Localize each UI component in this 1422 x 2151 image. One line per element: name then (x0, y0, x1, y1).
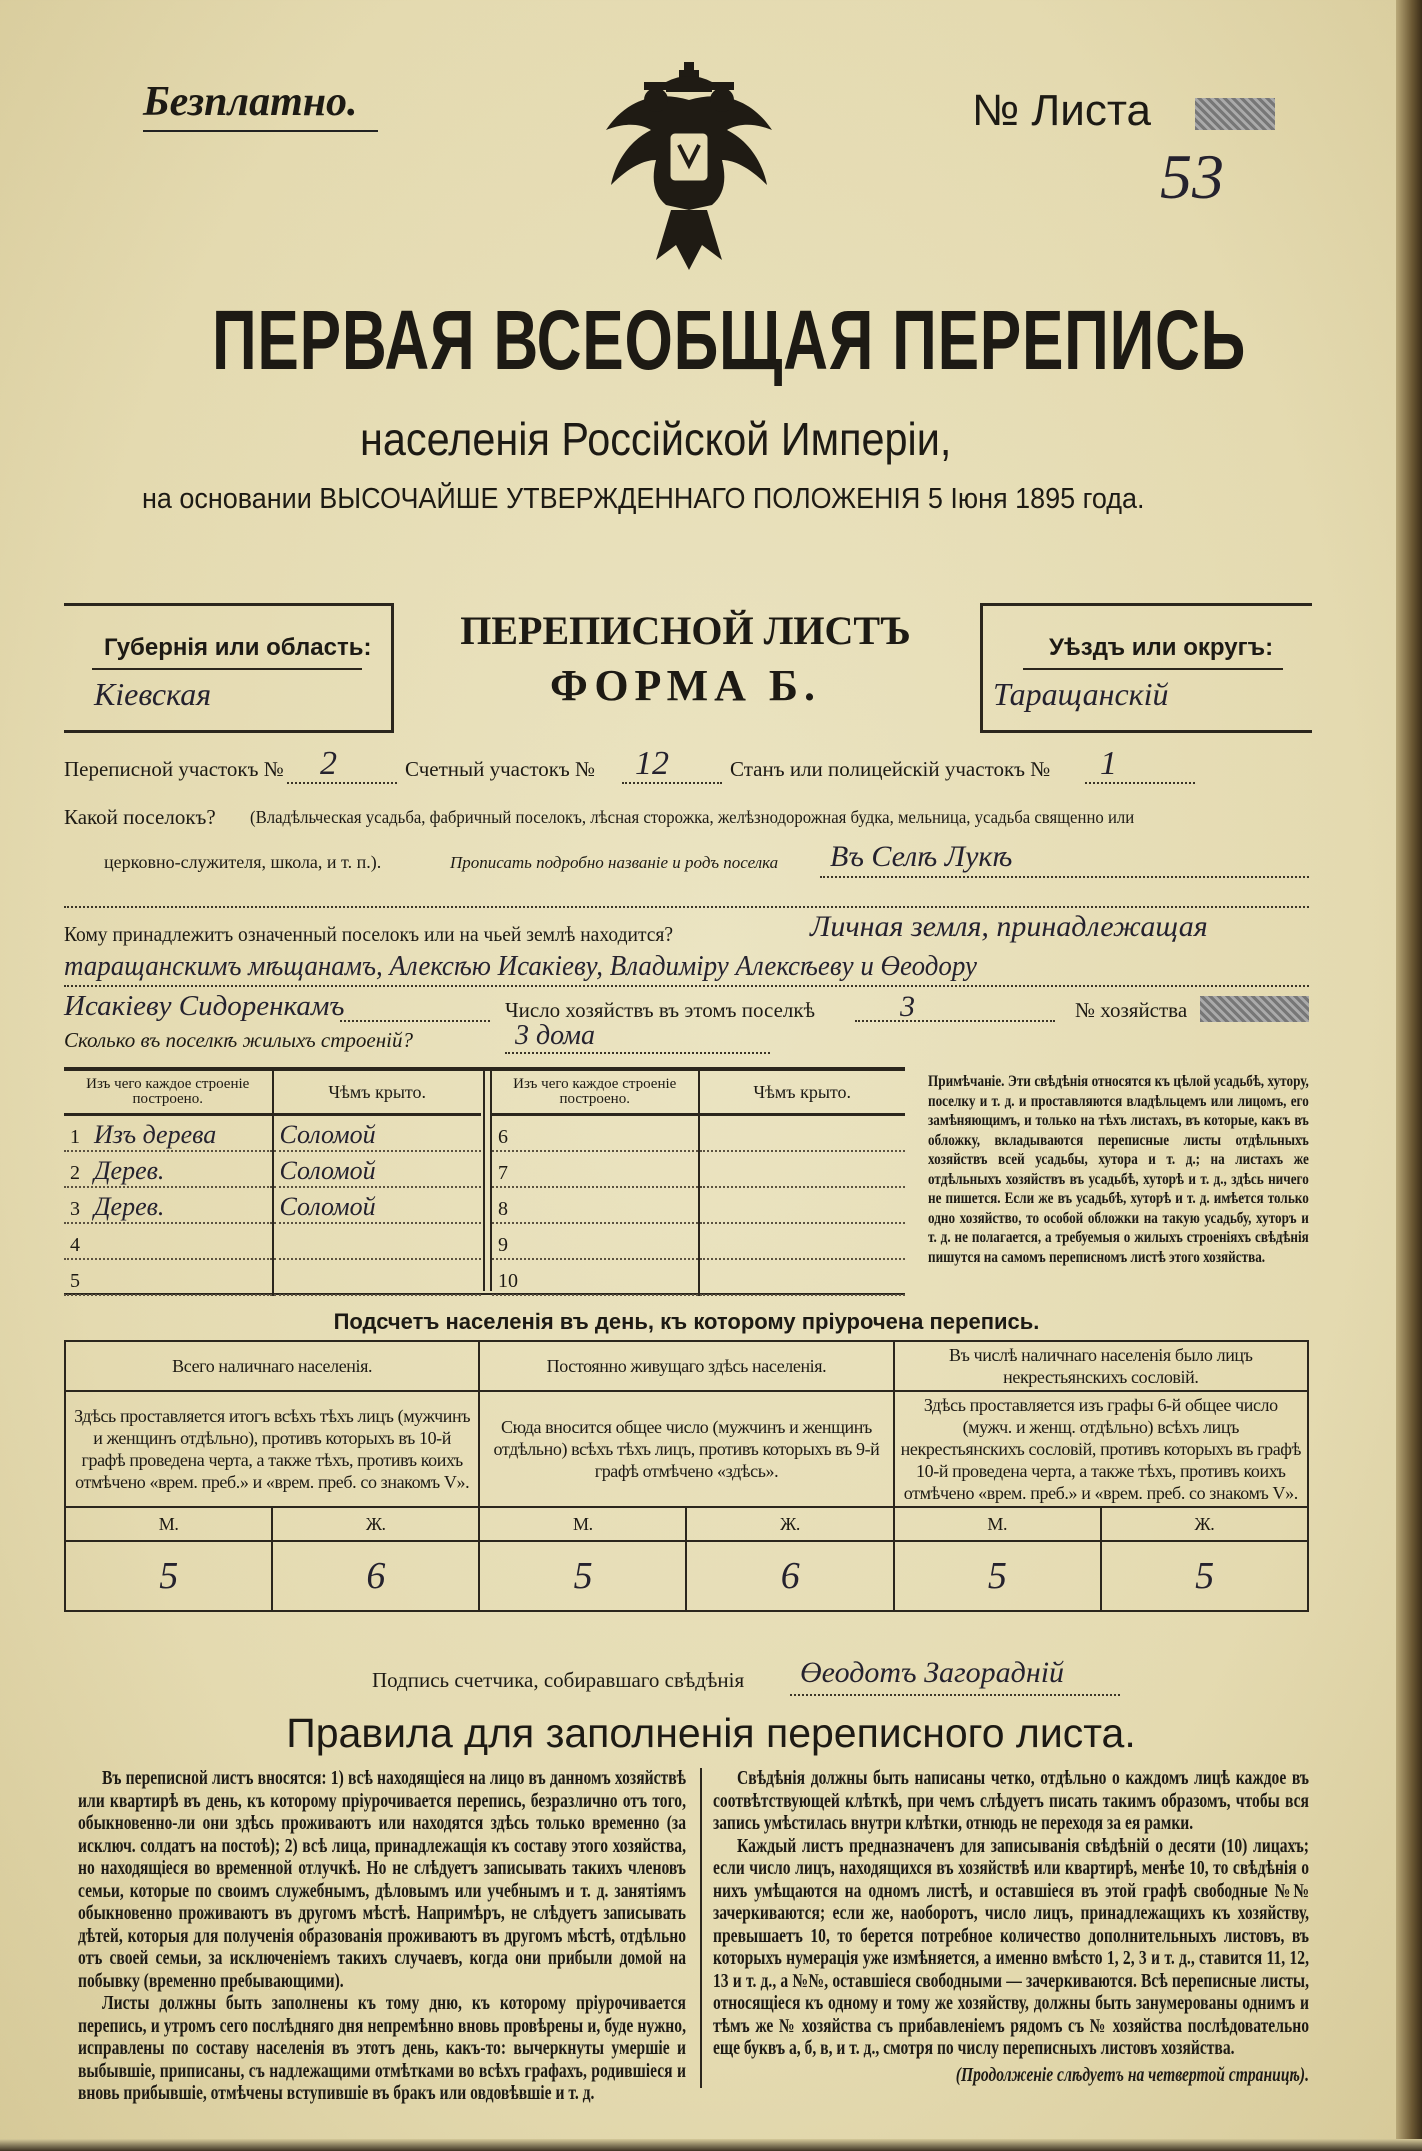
male-label: М. (894, 1507, 1101, 1541)
building-row (492, 1259, 905, 1295)
buildings-subtable (492, 1071, 905, 1296)
building-material-cell[interactable] (492, 1187, 699, 1223)
settlement-instruction: Прописать подробно названіе и родъ поселка (450, 853, 779, 872)
building-row-number: 8 (498, 1198, 508, 1220)
building-roof-cell[interactable] (699, 1151, 906, 1187)
rules-continued-note: (Продолженіе слѣдуетъ на четвертой страницѣ). (955, 2064, 1309, 2086)
building-row (492, 1115, 905, 1152)
building-row (64, 1115, 481, 1152)
page-title: ПЕРВАЯ ВСЕОБЩАЯ ПЕРЕПИСЬ (212, 293, 1247, 387)
settlement-value[interactable]: Въ Селѣ Лукѣ (830, 840, 1013, 873)
redacted-sheet-number (1195, 98, 1275, 130)
settlement-hint-2: церковно-служителя, школа, и т. п.). (104, 852, 382, 872)
building-material-cell[interactable] (492, 1223, 699, 1259)
double-headed-eagle-emblem (596, 60, 782, 275)
building-row-number: 6 (498, 1126, 508, 1148)
building-row-number: 2 (70, 1162, 80, 1184)
building-roof-cell[interactable] (699, 1223, 906, 1259)
settlement-hint-1: (Владѣльческая усадьба, фабричный поселокъ, лѣсная сторожка, желѣзнодорожная будка, мельница, усадьба священно или (250, 807, 1135, 827)
rules-paragraph: Листы должны быть заполнены къ тому дню, къ которому пріурочивается перепись, и утромъ сего послѣдняго дня непремѣнно вновь провѣрены и, буде нужно, исправлены по составу населенія въ этотъ день, какъ-то: вычеркнуты умершіе и выбывшіе, приписаны, съ надлежащими отмѣтками во всѣхъ графахъ, родившіеся и вновь прибывшіе, отмѣчены вступившіе въ бракъ или овдовѣвшіе и т. д. (78, 1993, 686, 2104)
police-area-label: Станъ или полицейскій участокъ № (730, 757, 1051, 781)
count-area-value[interactable]: 12 (635, 745, 669, 782)
female-label: Ж. (1101, 1507, 1308, 1541)
building-row-number: 3 (70, 1198, 80, 1220)
owner-value-line-3[interactable]: Исакіеву Сидоренкамъ (64, 990, 345, 1022)
building-roof-cell[interactable] (699, 1259, 906, 1295)
paper-bottom-edge (0, 2139, 1422, 2151)
census-area-label: Переписной участокъ № (64, 757, 284, 781)
count-col-desc: Сюда вносится общее число (мужчинъ и женщинъ отдѣльно) всѣхъ тѣхъ лицъ, противъ которыхъ въ 9-й графѣ отмѣчено «здѣсь». (479, 1391, 893, 1507)
building-row-number: 1 (70, 1126, 80, 1148)
dwellings-label: Сколько въ поселкѣ жилыхъ строеній? (64, 1028, 413, 1052)
count-col-desc: Здѣсь проставляется итогъ всѣхъ тѣхъ лицъ (мужчинъ и женщинъ отдѣльно), противъ которыхъ въ 10-й графѣ проведена черта, а также тѣхъ, противъ коихъ отмѣчено «врем. преб.» и «врем. преб. со знакомъ V». (65, 1391, 479, 1507)
census-area-value[interactable]: 2 (320, 745, 337, 782)
owner-value-line-1[interactable]: Личная земля, принадлежащая (810, 910, 1208, 943)
non-peasant-female-count[interactable]: 5 (1101, 1541, 1308, 1611)
male-label: М. (479, 1507, 686, 1541)
buildings-note: Примѣчаніе. Эти свѣдѣнія относятся къ цѣлой усадьбѣ, хутору, поселку и т. д. и проставляются владѣльцемъ или лицомъ, его замѣняющимъ, и только на тѣхъ листахъ, въ которые, какъ въ обложку, вкладываются переписные листы отдѣльныхъ хозяйствъ всей усадьбы, хутора и т. д.; на листахъ же отдѣльныхъ хозяйствъ въ усадьбѣ, хуторѣ и т. д., здѣсь ничего не пишется. Если же въ усадьбѣ, хуторѣ и т. д. имѣется только одно хозяйство, то особой обложки на такую усадьбу, хуторъ и т. д. не полагается, а требуемыя о жилыхъ строеніяхъ свѣдѣнія пишутся на самомъ переписномъ листѣ этого хозяйства. (928, 1073, 1309, 1266)
page-subtitle: населенія Россійской Имперіи, (360, 413, 952, 465)
building-material-cell[interactable] (64, 1151, 273, 1187)
total-female-count[interactable]: 6 (272, 1541, 479, 1611)
household-number-label: № хозяйства (1075, 998, 1188, 1022)
building-roof-cell[interactable] (273, 1259, 482, 1295)
building-roof-cell[interactable]: Соломой (273, 1187, 482, 1223)
dwellings-value[interactable]: 3 дома (515, 1020, 595, 1051)
settlement-label: Какой поселокъ? (64, 805, 216, 829)
free-underline (143, 130, 378, 132)
police-area-value[interactable]: 1 (1100, 745, 1117, 782)
building-row (64, 1223, 481, 1259)
male-label: М. (65, 1507, 272, 1541)
building-material-value: Дерев. (94, 1192, 165, 1221)
form-name: ФОРМА Б. (550, 661, 821, 710)
building-roof-cell[interactable]: Соломой (273, 1115, 482, 1152)
rules-right-column (713, 1768, 1309, 2087)
province-box (64, 603, 394, 733)
rules-paragraph: Свѣдѣнія должны быть написаны четко, отдѣльно о каждомъ лицѣ каждое въ соотвѣтствующей клѣткѣ, при чемъ слѣдуетъ писать такимъ образомъ, чтобы вся запись умѣстилась внутри клѣтки, отнюдь не переходя за ея рамки. (713, 1768, 1309, 1834)
rules-paragraph: Въ переписной листъ вносятся: 1) всѣ находящіеся на лицо въ данномъ хозяйствѣ или квартирѣ въ день, къ которому пріурочивается перепись, безразлично отъ того, обыкновенно-ли они здѣсь проживаютъ или находятся здѣсь только временно (за исключ. солдатъ на постоѣ); 2) всѣ лица, принадлежащія къ составу этого хозяйства, но находящіеся во временной отлучкѣ. Но не слѣдуетъ записывать такихъ членовъ семьи, которые по своимъ служебнымъ, дѣловымъ или учебнымъ и т. д. занятіямъ обыкновенно проживаютъ въ другомъ мѣстѣ. Напримѣръ, не слѣдуетъ записывать дѣтей, которыя для полученія образованія проживаютъ въ другомъ мѣстѣ, отдѣльно отъ своей семьи, за исключеніемъ такихъ случаевъ, когда они прибыли домой на побывку (временно пребывающими). (78, 1768, 686, 1992)
count-col-desc: Здѣсь проставляется изъ графы 6-й общее число (мужч. и женщ. отдѣльно) всѣхъ лицъ некрестьянскихъ сословій, противъ которыхъ въ графѣ 10-й проведена черта, а также тѣхъ, противъ коихъ отмѣчено «врем. преб.» и «врем. преб. со знакомъ V». (894, 1391, 1308, 1507)
sheet-number-handwritten: 53 (1160, 141, 1224, 212)
female-label: Ж. (686, 1507, 893, 1541)
sheet-number-label: № Листа (972, 86, 1152, 135)
building-material-cell[interactable] (64, 1115, 273, 1152)
district-box (980, 603, 1312, 733)
building-material-cell[interactable] (64, 1259, 273, 1295)
building-row (492, 1223, 905, 1259)
building-roof-cell[interactable] (273, 1223, 482, 1259)
buildings-subtable (64, 1071, 481, 1296)
col-roof-header: Чѣмъ крыто. (273, 1071, 482, 1115)
building-row (492, 1187, 905, 1223)
building-row-number: 9 (498, 1234, 508, 1256)
district-value: Таращанскій (993, 676, 1169, 712)
count-area-label: Счетный участокъ № (405, 757, 596, 781)
count-col-title: Въ числѣ наличнаго населенія было лицъ некрестьянскихъ сословій. (894, 1341, 1308, 1391)
building-roof-cell[interactable] (699, 1115, 906, 1152)
rules-left-column (78, 1768, 686, 2106)
province-label: Губернія или область: (104, 634, 372, 661)
building-roof-cell[interactable]: Соломой (273, 1151, 482, 1187)
building-row (64, 1151, 481, 1187)
district-label: Уѣздъ или округъ: (1049, 634, 1274, 661)
building-row-number: 4 (70, 1234, 80, 1256)
rules-column-divider (700, 1768, 702, 2088)
households-value[interactable]: 3 (900, 990, 915, 1023)
count-col-title: Всего наличнаго населенія. (65, 1341, 479, 1391)
owner-label: Кому принадлежитъ означенный поселокъ или на чьей землѣ находится? (64, 922, 674, 946)
households-label: Число хозяйствъ въ этомъ поселкѣ (505, 998, 815, 1022)
building-row-number: 10 (498, 1270, 518, 1292)
resident-male-count[interactable]: 5 (479, 1541, 686, 1611)
building-material-cell[interactable] (492, 1151, 699, 1187)
redacted-household-number (1200, 996, 1309, 1022)
building-material-value: Изъ дерева (94, 1120, 217, 1149)
free-label: Безплатно. (143, 79, 358, 125)
building-material-cell[interactable] (64, 1223, 273, 1259)
decree-line: на основании ВЫСОЧАЙШЕ УТВЕРЖДЕННАГО ПОЛОЖЕНІЯ 5 Іюня 1895 года. (142, 483, 1145, 515)
count-col-title: Постоянно живущаго здѣсь населенія. (479, 1341, 893, 1391)
building-row (64, 1259, 481, 1295)
population-count-table (64, 1340, 1309, 1612)
rules-heading: Правила для заполненія переписного листа. (286, 1710, 1136, 1756)
building-row (64, 1187, 481, 1223)
building-material-cell[interactable] (492, 1115, 699, 1152)
owner-value-line-2[interactable]: таращанскимъ мѣщанамъ, Алексѣю Исакіеву, Владиміру Алексѣеву и Өеодору (64, 950, 977, 982)
count-heading: Подсчетъ населенія въ день, къ которому пріурочена перепись. (333, 1309, 1040, 1334)
building-row (492, 1151, 905, 1187)
form-title: ПЕРЕПИСНОЙ ЛИСТЪ (460, 608, 911, 653)
resident-female-count[interactable]: 6 (686, 1541, 893, 1611)
province-value: Кіевская (94, 676, 212, 712)
col-material-header: Изъ чего каждое строеніе построено. (492, 1071, 699, 1115)
buildings-table (64, 1067, 905, 1295)
total-male-count[interactable]: 5 (65, 1541, 272, 1611)
building-material-cell[interactable] (492, 1259, 699, 1295)
non-peasant-male-count[interactable]: 5 (894, 1541, 1101, 1611)
col-material-header: Изъ чего каждое строеніе построено. (64, 1071, 273, 1115)
signature-label: Подпись счетчика, собиравшаго свѣдѣнія (372, 1668, 745, 1692)
col-roof-header: Чѣмъ крыто. (699, 1071, 906, 1115)
rules-paragraph: Каждый листъ предназначенъ для записыванія свѣдѣній о десяти (10) лицахъ; если число лицъ, находящихся въ хозяйствѣ или квартирѣ, менѣе 10, то свѣдѣнія о нихъ умѣщаются на одномъ листѣ, и оставшіеся въ этой графѣ свободные №№ зачеркиваются; если же, наоборотъ, число лицъ, принадлежащихъ къ хозяйству, превышаетъ 10, то берется потребное количество дополнительныхъ листовъ, въ которыхъ нумерація уже измѣняется, а именно вмѣсто 1, 2, 3 и т. д., ставится 11, 12, 13 и т. д., а №№, оставшіеся свободными — зачеркиваются. Всѣ переписные листы, относящіеся къ одному и тому же хозяйству, должны быть занумерованы однимъ и тѣмъ же № хозяйства съ прибавленіемъ рядомъ съ № хозяйства послѣдовательно еще буквъ а, б, в, и т. д., смотря по числу переписныхъ листовъ хозяйства. (713, 1835, 1309, 2059)
building-roof-cell[interactable] (699, 1187, 906, 1223)
building-material-cell[interactable] (64, 1187, 273, 1223)
building-row-number: 5 (70, 1270, 80, 1292)
building-row-number: 7 (498, 1162, 508, 1184)
signature-value[interactable]: Өеодотъ Загорадній (800, 1656, 1065, 1689)
building-material-value: Дерев. (94, 1156, 165, 1185)
female-label: Ж. (272, 1507, 479, 1541)
